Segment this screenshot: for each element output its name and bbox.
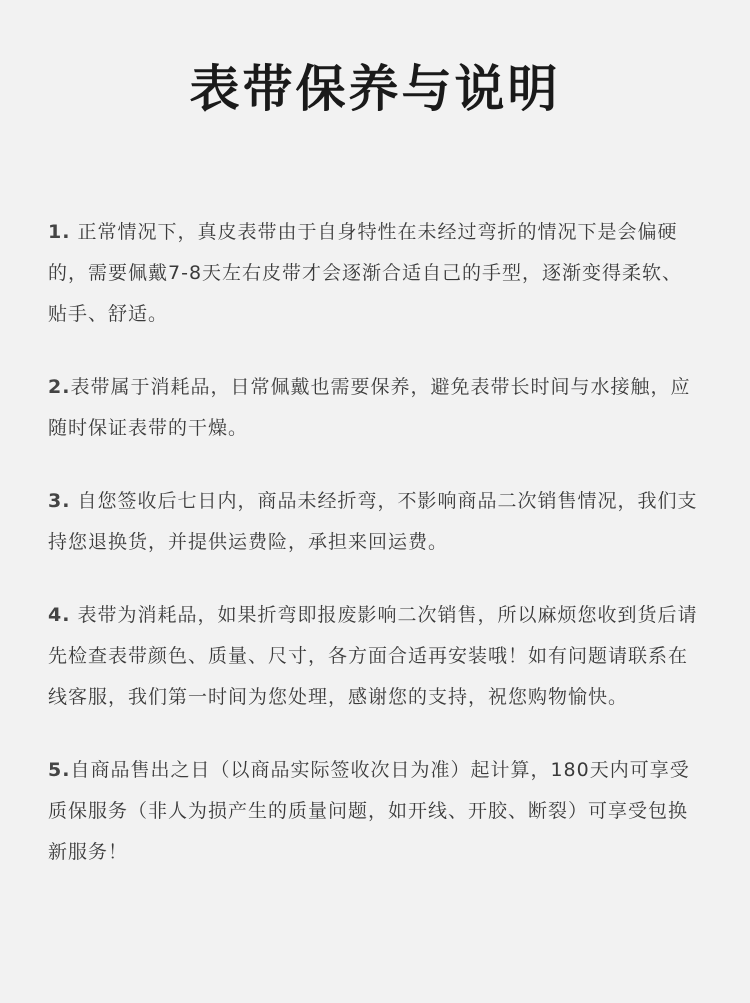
instruction-item-5 <box>48 750 702 873</box>
item-text: 表带属于消耗品，日常佩戴也需要保养，避免表带长时间与水接触，应随时保证表带的干燥。 <box>48 376 691 439</box>
item-text: 正常情况下，真皮表带由于自身特性在未经过弯折的情况下是会偏硬的，需要佩戴7-8天左右皮带才会逐渐合适自己的手型，逐渐变得柔软、贴手、舒适。 <box>48 221 683 325</box>
item-number: 3. <box>48 490 71 512</box>
instruction-item-3 <box>48 481 702 563</box>
item-text: 表带为消耗品，如果折弯即报废影响二次销售，所以麻烦您收到货后请先检查表带颜色、质量、尺寸，各方面合适再安装哦！如有问题请联系在线客服，我们第一时间为您处理，感谢您的支持，祝您购物愉快。 <box>48 604 698 708</box>
instructions-list <box>48 212 702 873</box>
item-number: 5. <box>48 759 71 781</box>
instruction-item-1 <box>48 212 702 335</box>
instruction-item-2 <box>48 367 702 449</box>
item-text: 自商品售出之日（以商品实际签收次日为准）起计算，180天内可享受质保服务（非人为损产生的质量问题，如开线、开胶、断裂）可享受包换新服务！ <box>48 759 690 863</box>
item-text: 自您签收后七日内，商品未经折弯，不影响商品二次销售情况，我们支持您退换货，并提供运费险，承担来回运费。 <box>48 490 698 553</box>
item-number: 4. <box>48 604 71 626</box>
instruction-item-4 <box>48 595 702 718</box>
page-title: 表带保养与说明 <box>189 60 561 118</box>
item-number: 2. <box>48 376 71 398</box>
item-number: 1. <box>48 221 71 243</box>
